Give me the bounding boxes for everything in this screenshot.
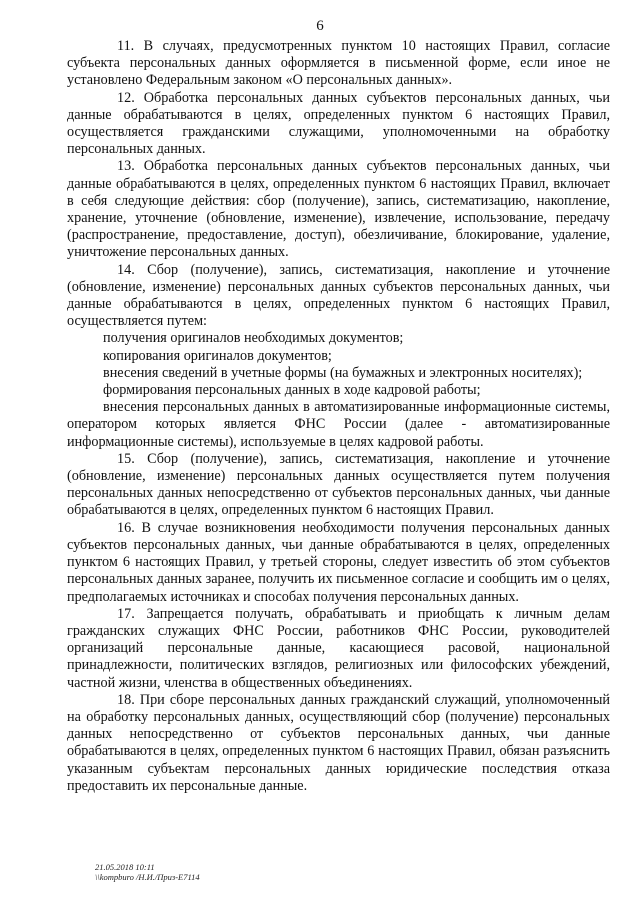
document-footer (95, 862, 200, 882)
list-item: внесения сведений в учетные формы (на бумажных и электронных носителях); (103, 364, 583, 381)
paragraph-13: 13. Обработка персональных данных субъектов персональных данных, чьи данные обрабатываются в целях, определенных пунктом 6 настоящих Правил, включает в себя следующие действия: сбор (получение), запись, систематизацию, накопление, хранение, уточнение (обновление, изменение), извлечение, использование, передачу (распространение, предоставление, доступ), обезличивание, блокирование, удаление, уничтожение персональных данных. (67, 158, 610, 261)
paragraph-18: 18. При сборе персональных данных гражданский служащий, уполномоченный на обработку персональных данных, осуществляющий сбор (получение) персональных данных непосредственно от субъектов персональных данных, чьи данные обрабатываются в целях, определенных пунктом 6 настоящих Правил, обязан разъяснить указанным субъектам персональных данных юридические последствия отказа предоставить их персональные данные. (67, 691, 610, 794)
document-body (67, 38, 610, 795)
list-item: формирования персональных данных в ходе кадровой работы; (103, 382, 481, 399)
footer-file-path: \\kompburo /Н.И./Приз-Е7114 (95, 872, 200, 882)
paragraph-14: 14. Сбор (получение), запись, систематизация, накопление и уточнение (обновление, изменение) персональных данных субъектов персональных данных, чьи данные обрабатываются в целях, определенных пунктом 6 настоящих Правил, осуществляется путем: (67, 261, 610, 330)
paragraph-11: 11. В случаях, предусмотренных пунктом 10 настоящих Правил, согласие субъекта персональных данных оформляется в письменной форме, если иное не установлено Федеральным законом «О персональных данных». (67, 38, 610, 89)
list-item: получения оригиналов необходимых документов; (103, 330, 404, 347)
list-item: внесения персональных данных в автоматизированные информационные системы, оператором которых является ФНС России (далее - автоматизированные информационные системы), используемые в целях кадровой работы. (67, 399, 610, 450)
paragraph-16: 16. В случае возникновения необходимости получения персональных данных субъектов персональных данных, чьи данные обрабатываются в целях, определенных пунктом 6 настоящих Правил, у третьей стороны, следует известить об этом субъектов персональных данных заранее, получить их письменное согласие и сообщить им о целях, предполагаемых источниках и способах получения персональных данных. (67, 519, 610, 605)
list-item: копирования оригиналов документов; (103, 347, 332, 364)
page-number: 6 (316, 18, 324, 34)
paragraph-15: 15. Сбор (получение), запись, систематизация, накопление и уточнение (обновление, изменение) персональных данных осуществляется путем получения персональных данных непосредственно от субъектов персональных данных, чьи данные обрабатываются в целях, определенных пунктом 6 настоящих Правил. (67, 450, 610, 519)
footer-timestamp: 21.05.2018 10:11 (95, 862, 155, 872)
paragraph-17: 17. Запрещается получать, обрабатывать и приобщать к личным делам гражданских служащих ФНС России, работников ФНС России, руководителей организаций персональные данные, касающиеся расовой, национальной принадлежности, политических взглядов, религиозных или философских убеждений, частной жизни, членства в общественных объединениях. (67, 605, 610, 691)
paragraph-12: 12. Обработка персональных данных субъектов персональных данных, чьи данные обрабатываются в целях, определенных пунктом 6 настоящих Правил, осуществляется гражданскими служащими, уполномоченными на обработку персональных данных. (67, 89, 610, 158)
